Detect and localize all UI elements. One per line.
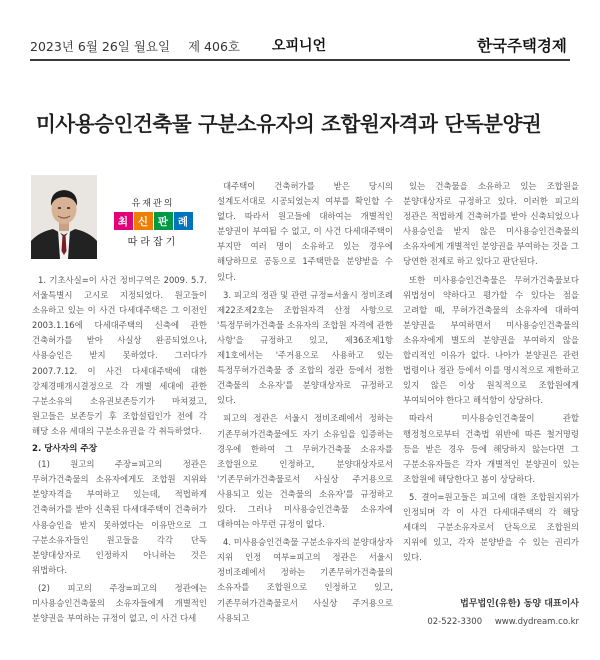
article-column-1 xyxy=(32,273,207,629)
paragraph: 피고의 정관은 서울시 정비조례에서 정하는 기존무허가건축물에도 자기 소유임을 입증하는 경우에 한하여 그 무허가건축물 소유자를 조합원으로 인정하고, 분양대상자로서 '기존무허가건축물로서 사실상 주거용으로 사용되고 있는 건축물의 소유자'를 규정하고 있다. 그러나 미사용승인건축물 소유자에 대하여는 아무런 규정이 없다. xyxy=(217,413,393,530)
author-footer xyxy=(403,596,579,627)
website-link[interactable]: www.dydream.co.kr xyxy=(494,617,579,627)
paragraph: 있는 건축물을 소유하고 있는 조합원을 분양대상자로 규정하고 있다. 이러한 피고의 정관은 적법하게 건축허가를 받아 신축되었으나 사용승인을 받지 않은 미사용승인건축물의 소유자에게 개별적인 분양권을 부여하는 것을 그 당연한 전제로 하고 있다고 판단된다. xyxy=(403,181,579,267)
column-title-blocks xyxy=(103,212,203,230)
columnist-name: 유재관의 xyxy=(131,199,175,209)
paragraph: 따라서 미사용승인건축물이 관할 행정청으로부터 건축법 위반에 따른 철거명령 등을 받은 경우 등에 해당하지 않는다면 그 구분소유자들은 각자 개별적인 분양권이 있는 조합원에 해당한다고 봄이 상당하다. xyxy=(403,413,579,484)
paragraph: 또한 미사용승인건축물은 무허가건축물보다 위법성이 약하다고 평가할 수 있다는 점을 고려할 때, 무허가건축물의 소유자에 대하여 분양권을 부여하면서 미사용승인건축물의 소유자에게 별도의 분양권을 부여하지 않을 합리적인 이유가 없다. 나아가 분양권은 관련 법령이나 정관 등에서 이를 명시적으로 제한하고 있지 않은 이상 원칙적으로 조합원에게 부여되어야 한다고 해석함이 상당하다. xyxy=(403,274,579,406)
newspaper-name: 한국주택경제 xyxy=(477,37,567,55)
phone-number: 02-522-3300 xyxy=(427,617,483,627)
issue-number: 제 406호 xyxy=(188,39,240,54)
author-contact xyxy=(403,617,579,627)
page-header xyxy=(0,0,600,62)
article-column-2 xyxy=(217,179,393,629)
paragraph: (1) 원고의 주장=피고의 정관은 무허가건축물의 소유자에게도 조합원 지위와 분양자격을 부여하고 있는데, 적법하게 건축허가를 받아 신축된 다세대주택이 건축허가 사용승인을 받지 못하였다는 이유만으로 그 구분소유자들인 원고들을 각각 단독 분양대상자로 인정하지 아니하는 것은 위법하다. xyxy=(32,459,207,575)
title-block: 최 xyxy=(114,212,133,230)
column-tagline: 따라잡기 xyxy=(127,237,179,248)
title-block: 례 xyxy=(174,212,193,230)
header-divider xyxy=(30,59,570,61)
article-headline: 미사용승인건축물 구분소유자의 조합원자격과 단독분양권 xyxy=(36,112,542,136)
title-block: 판 xyxy=(154,212,173,230)
paragraph: 4. 미사용승인건축물 구분소유자의 분양대상자 지위 인정 여부=피고의 정관은 서울시 정비조례에서 정하는 기존무허가건축물의 소유자를 조합원으로 인정하고 있고, 기존무허가건축물로서 사실상 주거용으로 사용되고 xyxy=(217,537,393,623)
paragraph: 3. 피고의 정관 및 관련 규정=서울시 정비조례 제22조제2호는 조합원자격 산정 사항으로 '특정무허가건축물 소유자의 조합원 자격에 관한 사항'을 규정하고 있고, 제36조제1항 제1호에서는 '주거용으로 사용하고 있는 특정무허가건축물 중 조합의 정관 등에서 정한 건축물의 소유자'를 분양대상자로 규정하고 있다. xyxy=(217,289,393,406)
issue-date: 2023년 6월 26일 월요일 xyxy=(30,39,171,54)
section-name: 오피니언 xyxy=(272,38,327,54)
title-block: 신 xyxy=(134,212,153,230)
paragraph: (2) 피고의 주장=피고의 정관에는 미사용승인건축물의 소유자들에게 개별적인 분양권을 부여하는 규정이 없고, 이 사건 다세 xyxy=(32,582,207,624)
paragraph: 5. 결어=원고들은 피고에 대한 조합원지위가 인정되며 각 이 사건 다세대주택의 각 해당 세대의 구분소유자로서 단독으로 조합원의 지위에 있고, 각자 분양받을 수 있는 권리가 있다. xyxy=(403,491,579,563)
article-column-3 xyxy=(403,179,579,568)
portrait-image xyxy=(31,175,97,259)
paragraph: 1. 기초사실=이 사건 정비구역은 2009. 5.7. 서울특별시 고시로 지정되었다. 원고들이 소유하고 있는 이 사건 다세대주택은 그 이전인 2003.1.16에 다세대주택의 신축에 관한 건축허가를 받아 사실상 완공되었으나, 사용승인은 받지 못하였다. 그러다가 2007.7.12. 이 사건 다세대주택에 대한 강제경매개시결정으로 각 개별 세대에 관한 구분소유의 소유권보존등기가 마쳐졌고, 원고들은 보존등기 후 조합설립인가 전에 각 해당 소유 세대의 구분소유권을 각 취득하였다. xyxy=(32,275,207,436)
columnist-photo xyxy=(31,175,97,259)
columnist-badge xyxy=(103,196,203,248)
paragraph: 대주택이 건축허가를 받은 당시의 설계도서대로 시공되었는지 여부를 확인할 수 없다. 따라서 원고들에 대하여는 개별적인 분양권이 부여될 수 없고, 이 사건 다세대주택이 부지만 여러 명이 소유하고 있는 경우에 해당하므로 공동으로 1주택만을 분양받을 수 있다. xyxy=(217,181,393,282)
author-affiliation: 법무법인(유한) 동양 대표이사 xyxy=(460,599,579,609)
section-heading: 2. 당사자의 주장 xyxy=(32,444,98,455)
